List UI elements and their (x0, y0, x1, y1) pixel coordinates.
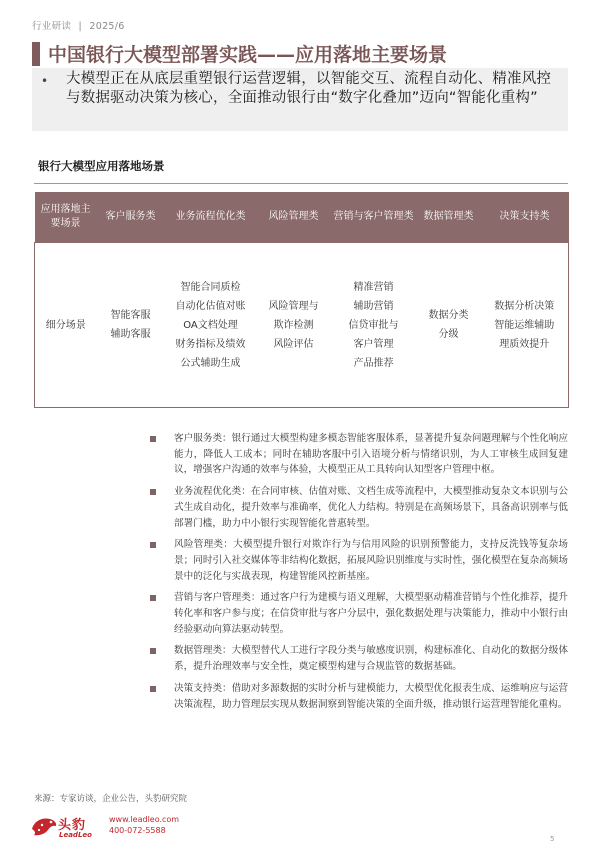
square-bullet-icon (150, 542, 156, 548)
cell-line: 产品推荐 (353, 357, 394, 369)
logo-cn-text: 头豹 (58, 818, 87, 833)
header-date: 2025/6 (89, 21, 125, 32)
table-header-cell: 数据管理类 (417, 192, 481, 243)
list-item (150, 431, 568, 478)
description-text: 数据管理类：大模型替代人工进行字段分类与敏感度识别，构建标准化、自动化的数据分级体系，提升治理效率与安全性，奠定模型构建与合规监管的数据基础。 (174, 645, 568, 673)
website-link[interactable]: www.leadleo.com (109, 815, 180, 824)
list-item (150, 590, 568, 637)
leopard-logo-icon (30, 813, 58, 839)
square-bullet-icon (150, 686, 156, 692)
table-cell (481, 243, 569, 408)
cell-line: 信贷审批与 (348, 319, 399, 331)
list-item (150, 643, 568, 674)
table-header-row (35, 192, 569, 243)
table-header-cell: 客户服务类 (97, 192, 165, 243)
cell-line: 客户管理 (353, 338, 394, 350)
cell-line: 辅助营销 (353, 300, 394, 312)
cell-line: 风险管理与 (268, 300, 319, 312)
title-accent-bar (32, 42, 40, 66)
table-header-cell: 营销与客户管理类 (331, 192, 417, 243)
scenario-table (34, 192, 569, 408)
header-category: 行业研读 (32, 21, 72, 32)
square-bullet-icon (150, 436, 156, 442)
cell-line: 数据分类 (428, 310, 469, 321)
cell-line: 自动化估值对账 (175, 300, 246, 312)
cell-line: 分级 (438, 329, 459, 340)
table-row (35, 243, 569, 408)
cell-line: 智能客服 (110, 310, 151, 321)
phone-number: 400-072-5588 (109, 826, 166, 835)
summary-box (32, 68, 568, 131)
square-bullet-icon (150, 595, 156, 601)
description-text: 客户服务类：银行通过大模型构建多模态智能客服体系，显著提升复杂问题理解与个性化响应能力，降低人工成本；同时在辅助客服中引入语境分析与情绪识别，为人工审核生成回复建议，增强客户沟通的效率与体验，大模型正从工具转向认知型客户管理中枢。 (174, 433, 568, 476)
square-bullet-icon (150, 648, 156, 654)
header-meta (32, 18, 125, 32)
cell-line: 财务指标及绩效 (175, 338, 246, 350)
table-cell (257, 243, 331, 408)
description-text: 营销与客户管理类：通过客户行为建模与语义理解，大模型驱动精准营销与个性化推荐，提升转化率和客户参与度；在信贷审批与客户分层中，强化数据处理与决策能力，推动中小银行由经验驱动向算法驱动转型。 (174, 592, 568, 635)
description-list (150, 431, 568, 718)
table-cell (97, 243, 165, 408)
description-text: 业务流程优化类：在合同审核、估值对账、文档生成等流程中，大模型推动复杂文本识别与公式生成自动化，提升效率与准确率，优化人力结构。特别是在高频场景下，具备高识别率与低部署门槛，助力中小银行实现智能化普惠转型。 (174, 486, 568, 529)
summary-text: 大模型正在从底层重塑银行运营逻辑，以智能交互、流程自动化、精准风控与数据驱动决策为核心，全面推动银行由“数字化叠加”迈向“智能化重构” (66, 71, 552, 106)
table-cell (165, 243, 257, 408)
cell-line: 数据分析决策 (494, 300, 555, 312)
cell-line: 公式辅助生成 (180, 357, 241, 369)
cell-line: 智能运维辅助 (494, 319, 555, 331)
description-text: 风险管理类：大模型提升银行对欺诈行为与信用风险的识别预警能力，支持反洗钱等复杂场景；同时引入社交媒体等非结构化数据，拓展风险识别维度与实时性，强化模型在复杂高频场景中的泛化与实战表现，构建智能风控新基座。 (174, 539, 568, 582)
table-header-cell: 业务流程优化类 (165, 192, 257, 243)
table-title: 银行大模型应用落地场景 (38, 159, 165, 173)
page-title: 中国银行大模型部署实践——应用落地主要场景 (48, 44, 448, 66)
cell-line: 风险评估 (273, 338, 314, 350)
row-label-cell: 细分场景 (35, 243, 97, 408)
cell-line: 精准营销 (353, 281, 394, 293)
cell-line: 辅助客服 (110, 329, 151, 340)
contact-info (109, 814, 179, 836)
cell-line: 理质效提升 (499, 338, 550, 350)
page-number: 5 (550, 835, 555, 843)
source-note: 来源：专家访谈，企业公告，头豹研究院 (34, 794, 188, 804)
square-bullet-icon (150, 489, 156, 495)
list-item (150, 484, 568, 531)
table-cell (417, 243, 481, 408)
table-header-cell: 决策支持类 (481, 192, 569, 243)
table-title-divider (34, 183, 568, 184)
header-separator: | (78, 21, 83, 32)
list-item (150, 681, 568, 712)
logo-en-text: LeadLeo (59, 831, 92, 839)
description-text: 决策支持类：借助对多源数据的实时分析与建模能力，大模型优化报表生成、运维响应与运营决策流程，助力管理层实现从数据洞察到智能决策的全面升级，推动银行运营理智能化重构。 (174, 682, 568, 710)
cell-line: 欺诈检测 (273, 319, 314, 331)
table-header-cell: 应用落地主要场景 (35, 192, 97, 243)
table-header-cell: 风险管理类 (257, 192, 331, 243)
bullet-icon: • (41, 74, 49, 88)
cell-line: OA文档处理 (183, 319, 238, 331)
table-cell (331, 243, 417, 408)
cell-line: 智能合同质检 (180, 281, 241, 293)
list-item (150, 537, 568, 584)
